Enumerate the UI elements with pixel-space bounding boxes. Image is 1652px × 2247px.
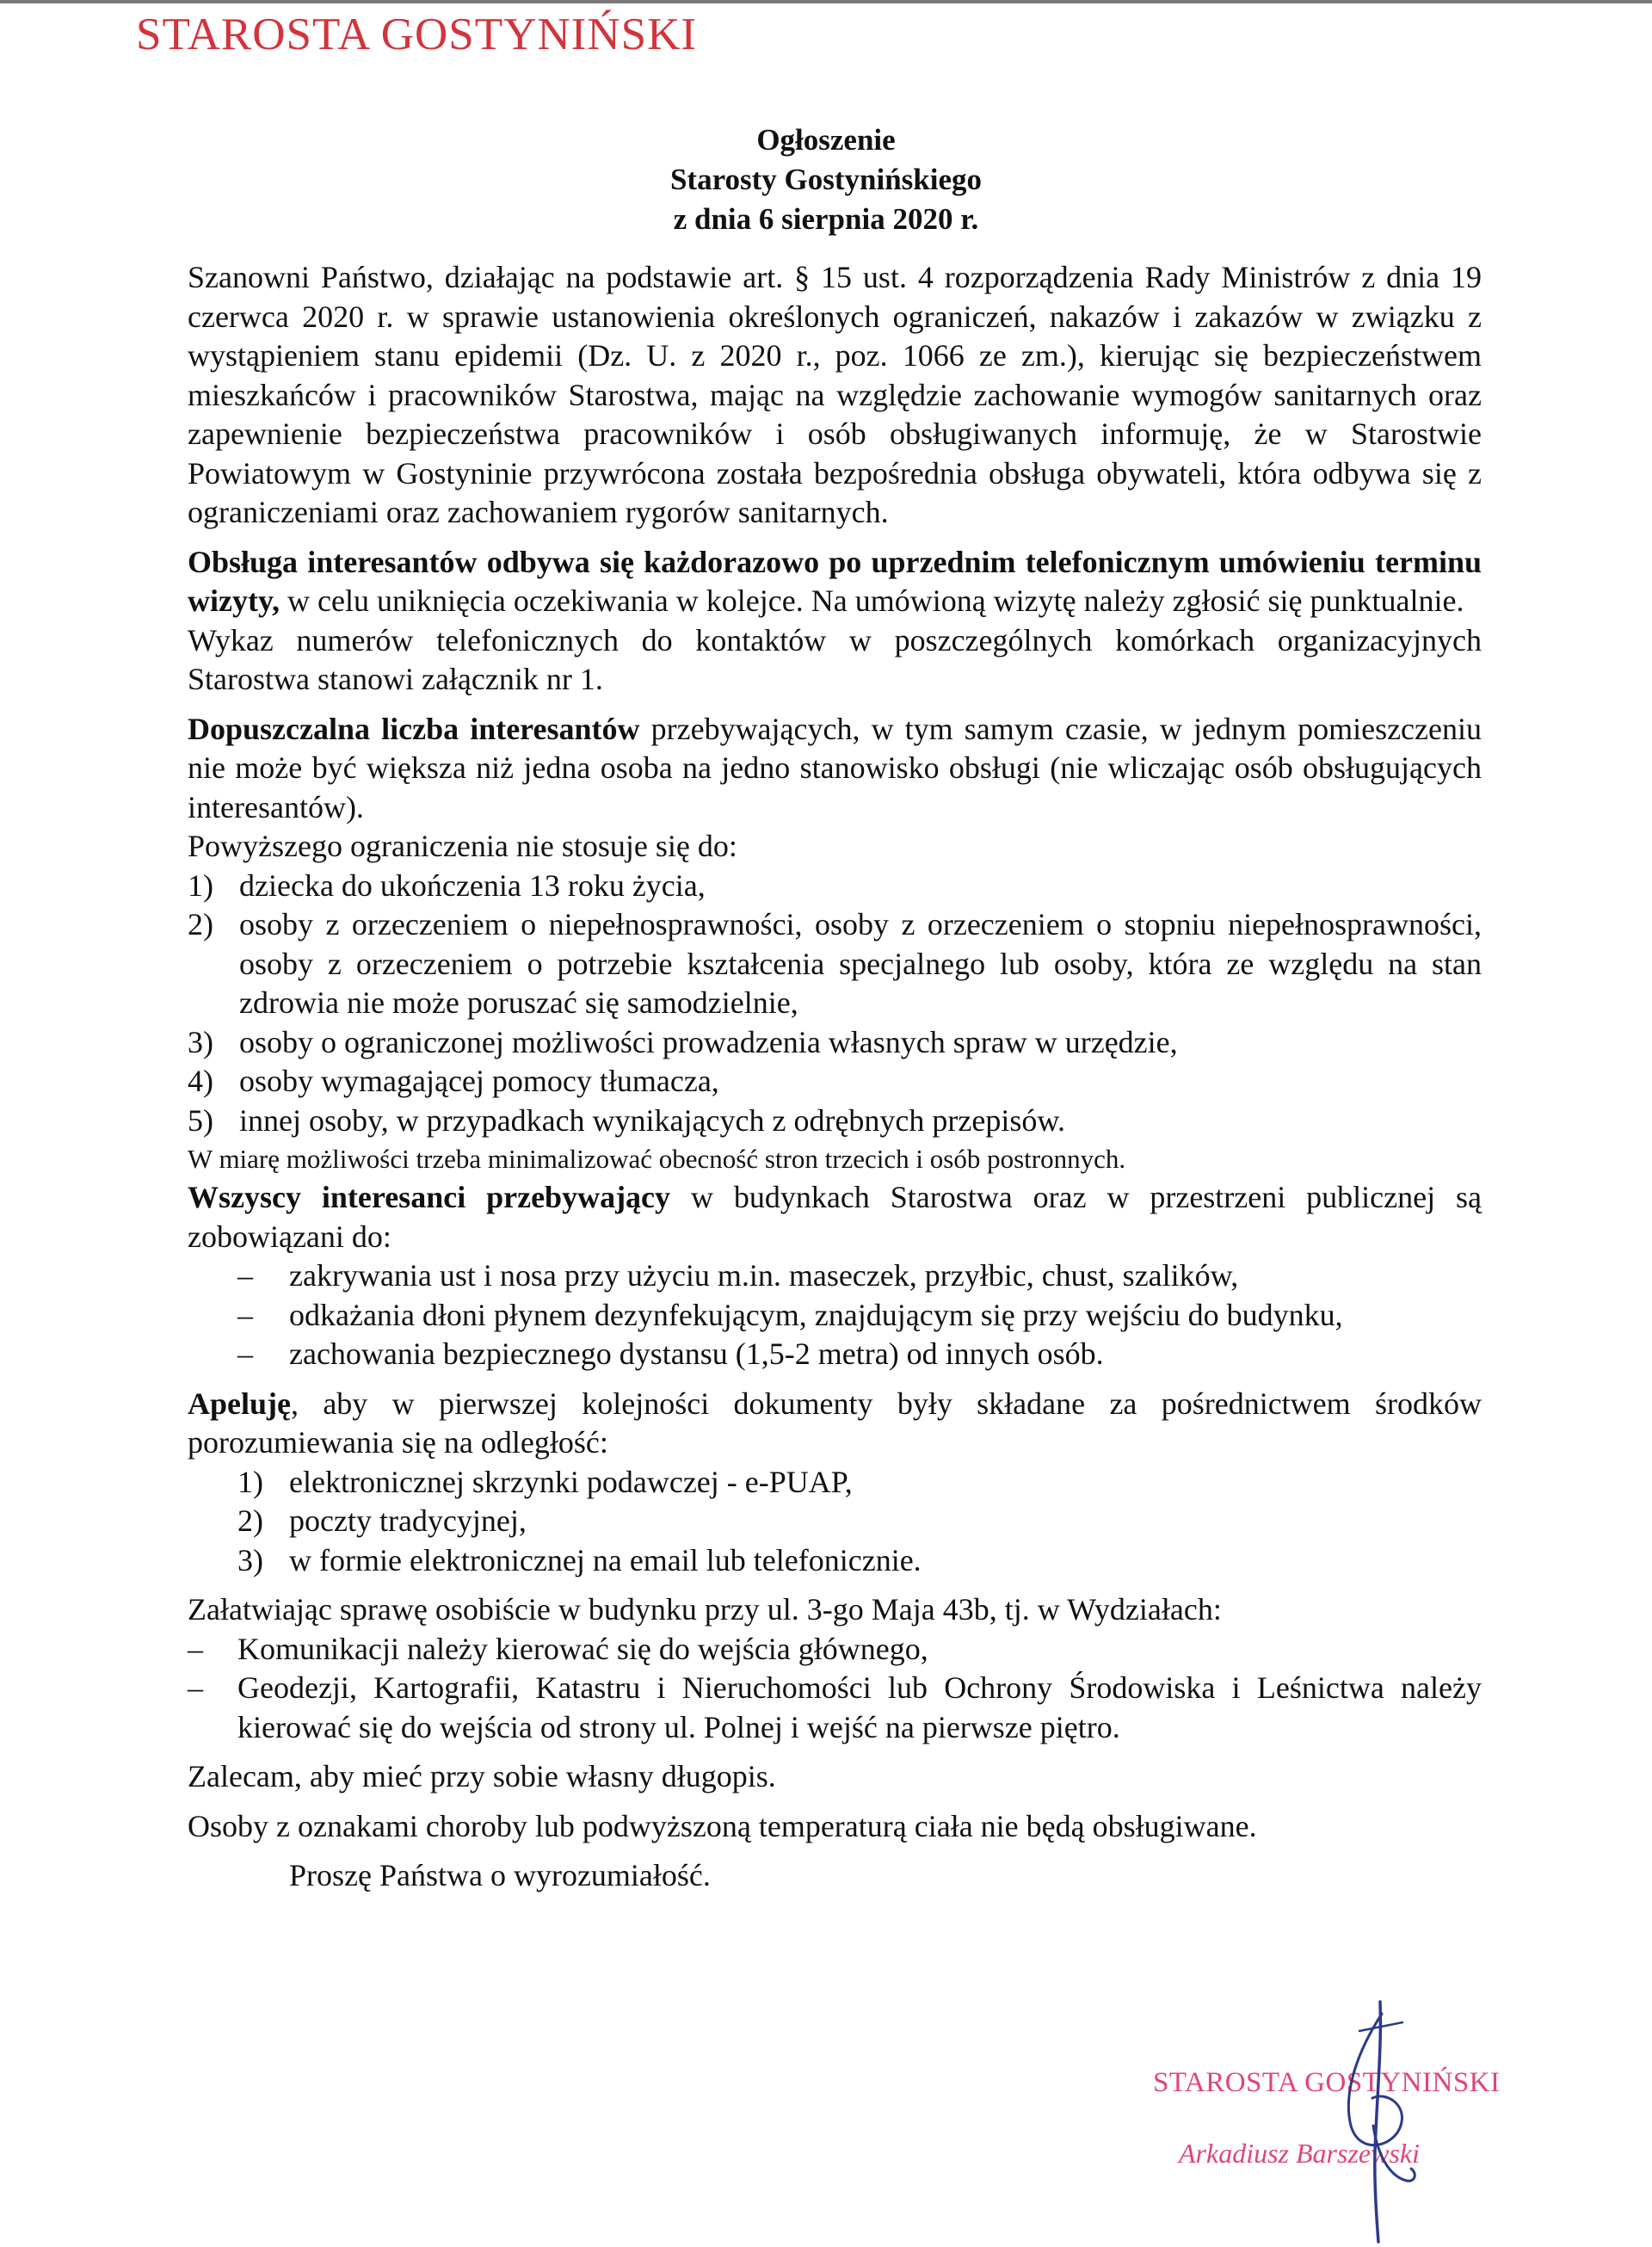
title-line-3: z dnia 6 sierpnia 2020 r. [673,202,979,236]
obligations-rest: w budynkach Starostwa oraz w przestrzeni publicznej są zobowiązani do: [188,1180,1482,1254]
exceptions-intro: Powyższego ograniczenia nie stosuje się do: [188,829,737,863]
list-item: 1) dziecka do ukończenia 13 roku życia, [188,867,706,903]
capacity-bold: Dopuszczalna liczba interesantów [188,711,640,746]
list-item: – zachowania bezpiecznego dystansu (1,5-2 metra) od innych osób. [237,1336,1104,1371]
capacity-paragraph [188,710,1482,828]
list-item: 3) w formie elektronicznej na email lub telefonicznie. [237,1542,922,1577]
obligations-bold: Wszyscy interesanci przebywający [188,1180,671,1214]
announcement-title [0,120,1652,239]
list-item: 1) elektronicznej skrzynki podawczej - e-PUAP, [237,1464,853,1499]
list-item: 4) osoby wymagającej pomocy tłumacza, [188,1064,719,1098]
closing-line: Proszę Państwa o wyrozumiałość. [289,1858,711,1892]
intro-paragraph: Szanowni Państwo, działając na podstawie art. § 15 ust. 4 rozporządzenia Rady Ministrów z dnia 19 czerwca 2020 r. w sprawie ustanowienia określonych ograniczeń, nakazów i zakazów w związku z wystąpieniem stanu epidemii (Dz. U. z 2020 r., poz. 1066 ze zm.), kierując się bezpieczeństwem mieszkańców i pracowników Starostwa, mając na względzie zachowanie wymogów sanitarnych oraz zapewnienie bezpieczeństwa pracowników i osób obsługiwanych informuję, że w Starostwie Powiatowym w Gostyninie przywrócona została bezpośrednia obsługa obywateli, która odbywa się z ograniczeniami oraz zachowaniem rygorów sanitarnych. [188,260,1482,529]
third-party-note: W miarę możliwości trzeba minimalizować obecność stron trzecich i osób postronnych. [188,1144,1126,1174]
capacity-rest: przebywających, w tym samym czasie, w jednym pomieszczeniu nie może być większa niż jedna osoba na jedno stanowisko obsługi (nie wliczając osób obsługujących interesantów). [188,711,1482,824]
symptoms-paragraph: Osoby z oznakami choroby lub podwyższoną temperaturą ciała nie będą obsługiwane. [188,1808,1257,1843]
top-border [0,0,1652,3]
appointment-paragraph [188,543,1482,621]
appeal-bold: Apeluję [188,1386,291,1421]
appointment-rest: w celu uniknięcia oczekiwania w kolejce. Na umówioną wizytę należy zgłosić się punktualnie. [279,583,1464,618]
phone-list-paragraph: Wykaz numerów telefonicznych do kontaktów w poszczególnych komórkach organizacyjnych Starostwa stanowi załącznik nr 1. [188,622,1482,696]
appeal-paragraph [188,1385,1482,1463]
stamp-name: Arkadiusz Barszewski [1179,2138,1420,2169]
pen-paragraph: Zalecam, aby mieć przy sobie własny długopis. [188,1759,776,1793]
list-item: – odkażania dłoni płynem dezynfekującym, znajdującym się przy wejściu do budynku, [237,1297,1343,1332]
list-item: – zakrywania ust i nosa przy użyciu m.in. maseczek, przyłbic, chust, szalików, [237,1258,1239,1293]
appeal-rest: , aby w pierwszej kolejności dokumenty były składane za pośrednictwem środków porozumiewania się na odległość: [188,1386,1482,1460]
title-line-1: Ogłoszenie [756,123,896,157]
list-item: 2) poczty tradycyjnej, [237,1503,527,1538]
list-item: – Geodezji, Kartografii, Katastru i Nieruchomości lub Ochrony Środowiska i Leśnictwa należy kierować się do wejścia od strony ul. Polnej i wejść na pierwsze piętro. [188,1670,1482,1744]
in-person-paragraph: Załatwiając sprawę osobiście w budynku przy ul. 3-go Maja 43b, tj. w Wydziałach: [188,1592,1222,1627]
list-item: – Komunikacji należy kierować się do wejścia głównego, [188,1631,928,1666]
announcement-body [188,258,1482,1896]
letterhead-title: STAROSTA GOSTYNIŃSKI [136,9,697,59]
handwritten-signature [1325,1997,1428,2246]
title-line-2: Starosty Gostynińskiego [669,163,983,196]
list-item: 2) osoby z orzeczeniem o niepełnosprawności, osoby z orzeczeniem o stopniu niepełnosprawności, osoby z orzeczeniem o potrzebie kształcenia specjalnego lub osoby, która ze względu na stan zdrowia nie może poruszać się samodzielnie, [188,907,1482,1020]
list-item: 3) osoby o ograniczonej możliwości prowadzenia własnych spraw w urzędzie, [188,1024,1178,1059]
list-item: 5) innej osoby, w przypadkach wynikających z odrębnych przepisów. [188,1102,1066,1138]
stamp-title: STAROSTA GOSTYNIŃSKI [1153,2067,1501,2098]
appointment-bold: Obsługa interesantów odbywa się każdorazowo po uprzednim telefonicznym umówieniu terminu wizyty, [188,544,1482,618]
obligations-paragraph [188,1178,1482,1256]
